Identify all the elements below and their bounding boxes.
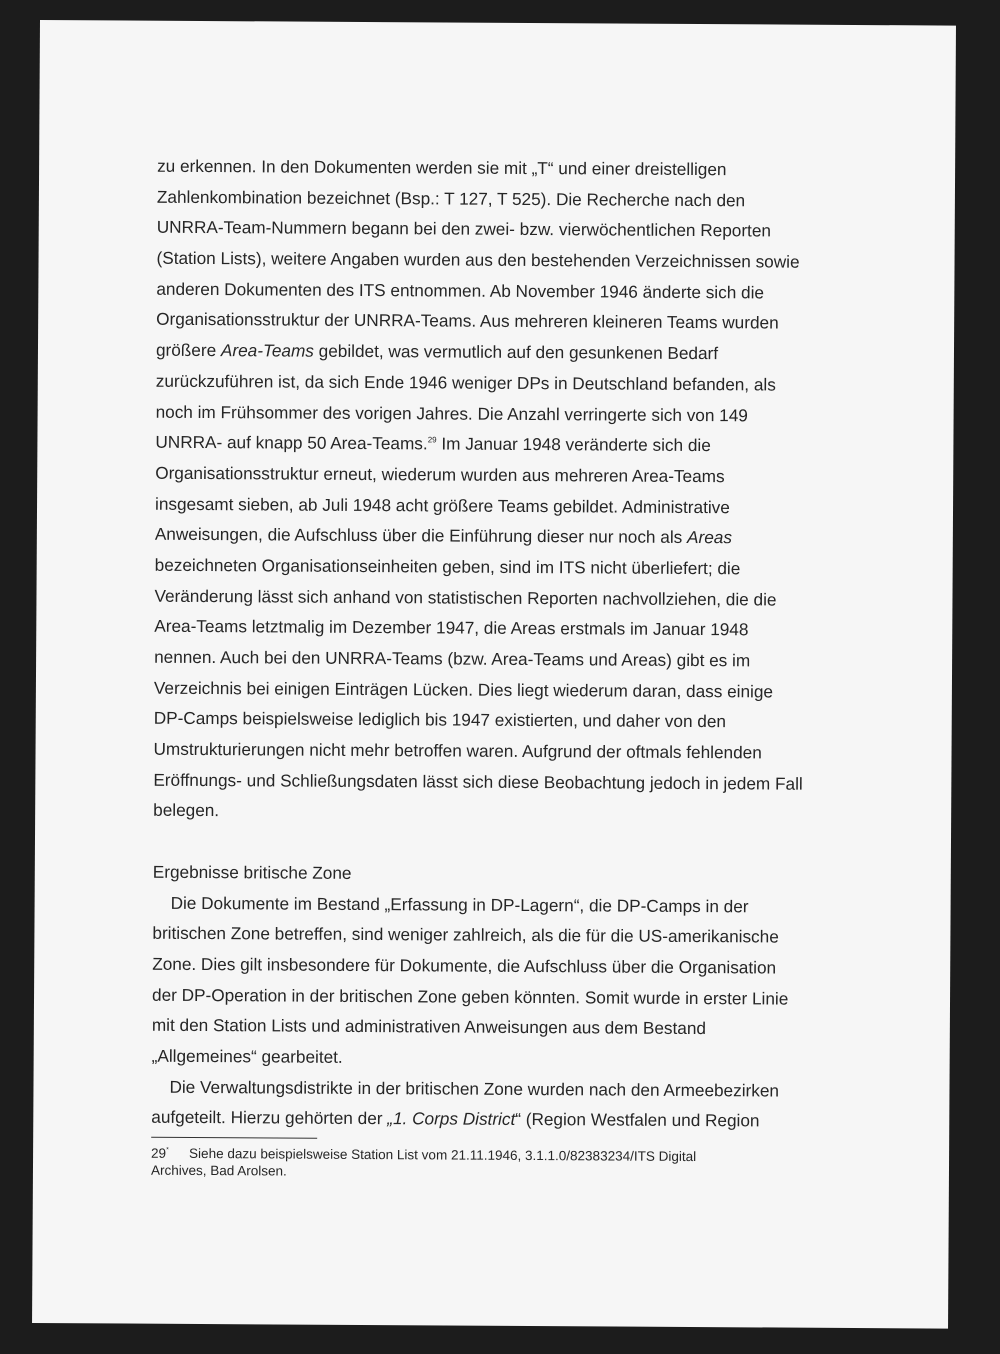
text-line [155, 427, 845, 462]
text-line [154, 580, 844, 615]
text-segment: Anweisungen, die Aufschluss über die Einführung dieser nur noch als [154, 523, 688, 548]
text-line [156, 304, 846, 339]
text-segment: mit den Station Lists und administrativen Anweisungen aus dem Bestand [151, 1014, 707, 1039]
text-segment: bezeichneten Organisationseinheiten geben, sind im ITS nicht überliefert; die [154, 554, 741, 579]
text-segment: nennen. Auch bei den UNRRA-Teams (bzw. Area-Teams und Areas) gibt es im [154, 646, 751, 671]
text-line [152, 1041, 842, 1076]
text-segment: Area-Teams letztmalig im Dezember 1947, die Areas erstmals im Januar 1948 [154, 616, 749, 640]
text-segment: zu erkennen. In den Dokumenten werden sie mit „T“ und einer dreistelligen [157, 155, 727, 180]
text-line [154, 672, 844, 707]
text-segment: größere [155, 339, 222, 361]
italic-term: Areas [686, 527, 733, 548]
text-segment: “ (Region Westfalen und Region [515, 1109, 760, 1131]
footnote-reference[interactable]: 29 [427, 435, 437, 445]
text-segment: Ergebnisse britische Zone [152, 861, 352, 883]
text-line [155, 550, 845, 585]
text-segment: insgesamt sieben, ab Juli 1948 acht größere Teams gebildet. Administrative [154, 493, 730, 517]
text-line [156, 366, 846, 401]
footnote-text-1: Siehe dazu beispielsweise Station List vom 21.11.1946, 3.1.1.0/82383234/ITS Digital [189, 1145, 697, 1165]
footnote-marker: * [166, 1146, 169, 1154]
text-segment: UNRRA-Team-Nummern begann bei den zwei- bzw. vierwöchentlichen Reporten [156, 217, 772, 241]
text-segment: UNRRA- auf knapp 50 Area-Teams. [155, 431, 428, 454]
text-segment: Organisationsstruktur der UNRRA-Teams. Aus mehreren kleineren Teams wurden [156, 309, 779, 333]
text-line [154, 703, 844, 738]
text-line [155, 458, 845, 493]
section-heading [153, 857, 843, 892]
text-segment: Im Januar 1948 veränderte sich die [436, 433, 711, 456]
text-segment: Verzeichnis bei einigen Einträgen Lücken. Dies liegt wiederum daran, dass einige [153, 677, 774, 702]
text-line [153, 887, 843, 922]
text-line [153, 795, 843, 830]
text-segment: Organisationsstruktur erneut, wiederum wurden aus mehreren Area-Teams [155, 462, 725, 487]
text-line [152, 979, 842, 1014]
document-page [32, 20, 956, 1329]
text-segment: Die Dokumente im Bestand „Erfassung in DP-Lagern“, die DP-Camps in der [170, 892, 749, 916]
text-line [153, 764, 843, 799]
paragraph-gap [153, 826, 843, 861]
text-line [154, 642, 844, 677]
text-segment: Eröffnungs- und Schließungsdaten lässt sich diese Beobachtung jedoch in jedem Fall [153, 769, 803, 794]
text-segment: noch im Frühsommer des vorigen Jahres. Die Anzahl verringerte sich von 149 [155, 401, 748, 425]
text-line [151, 1102, 841, 1137]
text-line [156, 243, 846, 278]
text-line [155, 519, 845, 554]
text-line [157, 212, 847, 247]
italic-term: „1. Corps District [387, 1108, 516, 1130]
text-line [155, 488, 845, 523]
text-line [152, 918, 842, 953]
body-text [151, 151, 847, 1137]
text-segment: zurückzuführen ist, da sich Ende 1946 weniger DPs in Deutschland befanden, als [155, 370, 776, 395]
text-segment: belegen. [153, 800, 220, 821]
text-segment: „Allgemeines“ gearbeitet. [151, 1045, 343, 1067]
text-segment: aufgeteilt. Hierzu gehörten der [151, 1107, 388, 1129]
text-segment: britischen Zone betreffen, sind weniger zahlreich, als die für die US-amerikanische [152, 922, 779, 947]
text-line [156, 273, 846, 308]
text-segment: der DP-Operation in der britischen Zone geben könnten. Somit wurde in erster Linie [151, 984, 789, 1009]
text-line [153, 734, 843, 769]
footnote-text-2: Archives, Bad Arolsen. [150, 1162, 287, 1179]
text-segment: DP-Camps beispielsweise lediglich bis 1947 existierten, und daher von den [153, 708, 727, 732]
footnote-number: 29* [151, 1145, 169, 1161]
text-segment: Die Verwaltungsdistrikte in der britischen Zone wurden nach den Armeebezirken [169, 1076, 780, 1101]
text-line [154, 611, 844, 646]
footnote [151, 1142, 851, 1183]
text-line [157, 151, 847, 186]
text-segment: (Station Lists), weitere Angaben wurden aus den bestehenden Verzeichnissen sowie [156, 247, 800, 272]
text-line [156, 396, 846, 431]
text-line [152, 949, 842, 984]
text-segment: Veränderung lässt sich anhand von statistischen Reporten nachvollziehen, die die [154, 585, 777, 610]
text-segment: anderen Dokumenten des ITS entnommen. Ab November 1946 änderte sich die [156, 278, 765, 303]
text-line [152, 1010, 842, 1045]
text-segment: Zone. Dies gilt insbesondere für Dokumente, die Aufschluss über die Organisation [152, 953, 777, 978]
text-line [156, 335, 846, 370]
text-segment: Umstrukturierungen nicht mehr betroffen waren. Aufgrund der oftmals fehlenden [153, 738, 762, 763]
text-segment: gebildet, was vermutlich auf den gesunkenen Bedarf [313, 340, 719, 364]
text-segment: Zahlenkombination bezeichnet (Bsp.: T 127, T 525). Die Recherche nach den [156, 186, 746, 210]
text-line [157, 181, 847, 216]
italic-term: Area-Teams [220, 340, 314, 361]
text-line [151, 1071, 841, 1106]
footnote-separator [151, 1137, 317, 1139]
